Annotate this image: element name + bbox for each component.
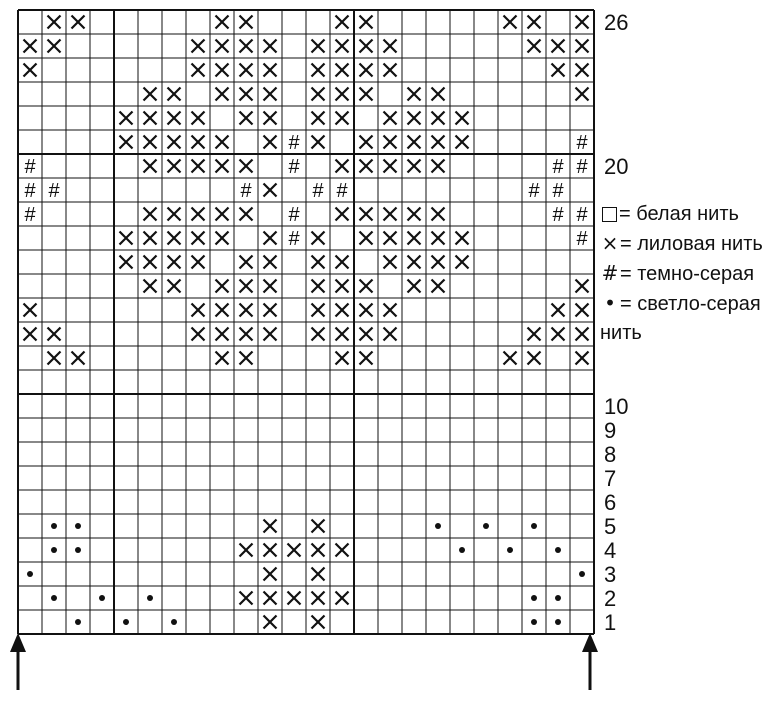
cross-mark [216, 136, 229, 149]
cross-mark [456, 136, 469, 149]
cross-mark [264, 304, 277, 317]
cross-mark [384, 160, 397, 173]
cross-mark [528, 328, 541, 341]
dot-mark [579, 571, 585, 577]
cross-mark [336, 544, 349, 557]
cross-mark [168, 208, 181, 221]
cross-mark [240, 64, 253, 77]
cross-mark [240, 256, 253, 269]
cross-mark [336, 64, 349, 77]
cross-mark [240, 544, 253, 557]
dot-mark [531, 595, 537, 601]
hash-mark: # [576, 156, 588, 178]
cross-mark [24, 64, 37, 77]
hash-mark: # [288, 132, 300, 154]
cross-mark [192, 40, 205, 53]
dot-mark [483, 523, 489, 529]
cross-mark [456, 256, 469, 269]
cross-mark [408, 280, 421, 293]
cross-mark [312, 256, 325, 269]
dot-mark [531, 619, 537, 625]
cross-mark [24, 328, 37, 341]
cross-mark [336, 112, 349, 125]
cross-mark [48, 352, 61, 365]
cross-mark [408, 88, 421, 101]
hash-mark: # [288, 204, 300, 226]
cross-mark [336, 304, 349, 317]
hash-mark: # [576, 132, 588, 154]
cross-mark [216, 304, 229, 317]
dot-mark [51, 547, 57, 553]
cross-mark [576, 328, 589, 341]
row-number-label: 8 [604, 442, 617, 467]
dot-mark [171, 619, 177, 625]
hash-mark: # [24, 180, 36, 202]
cross-mark [336, 256, 349, 269]
cross-mark [120, 136, 133, 149]
cross-mark [552, 328, 565, 341]
row-number-label: 3 [604, 562, 617, 587]
dot-mark [555, 595, 561, 601]
hash-icon: # [601, 261, 619, 285]
cross-mark [384, 256, 397, 269]
cross-mark [168, 88, 181, 101]
cross-mark [264, 184, 277, 197]
cross-mark [384, 304, 397, 317]
cross-mark [336, 280, 349, 293]
row-number-label: 4 [604, 538, 617, 563]
cross-mark [216, 232, 229, 245]
cross-mark [432, 136, 445, 149]
cross-mark [312, 136, 325, 149]
cross-mark [240, 208, 253, 221]
legend-item-white [600, 200, 763, 229]
cross-mark [384, 328, 397, 341]
cross-mark [384, 136, 397, 149]
cross-mark [576, 64, 589, 77]
cross-mark [360, 160, 373, 173]
legend-item-light-grey [600, 289, 763, 319]
legend-item-lilac [600, 229, 763, 259]
cross-mark [576, 352, 589, 365]
cross-mark [144, 232, 157, 245]
cross-mark [288, 592, 301, 605]
cross-mark [408, 256, 421, 269]
cross-mark [120, 112, 133, 125]
dot-mark [531, 523, 537, 529]
dot-mark [435, 523, 441, 529]
cross-mark [144, 208, 157, 221]
row-number-label: 26 [604, 10, 629, 35]
legend-item-dark-grey [600, 259, 763, 289]
cross-mark [216, 64, 229, 77]
cross-mark [264, 64, 277, 77]
cross-mark [72, 16, 85, 29]
legend [600, 200, 763, 348]
cross-mark [240, 88, 253, 101]
cross-mark [336, 16, 349, 29]
cross-mark [288, 544, 301, 557]
cross-mark [336, 160, 349, 173]
cross-mark [144, 256, 157, 269]
cross-mark [312, 304, 325, 317]
cross-mark [312, 112, 325, 125]
cross-mark [240, 592, 253, 605]
cross-mark [312, 544, 325, 557]
empty-square-icon [602, 207, 617, 222]
cross-mark [432, 256, 445, 269]
cross-mark [264, 232, 277, 245]
cross-mark [312, 64, 325, 77]
dot-mark [507, 547, 513, 553]
cross-mark [264, 40, 277, 53]
cross-mark [192, 304, 205, 317]
cross-mark [216, 328, 229, 341]
cross-mark [240, 304, 253, 317]
cross-mark [384, 64, 397, 77]
cross-mark [360, 208, 373, 221]
cross-mark [192, 136, 205, 149]
grid-lines [18, 10, 594, 634]
cross-mark [264, 592, 277, 605]
cross-mark [432, 232, 445, 245]
cross-mark [336, 88, 349, 101]
cross-mark [240, 160, 253, 173]
cross-mark [168, 280, 181, 293]
cross-mark [264, 616, 277, 629]
cross-mark [216, 352, 229, 365]
cross-mark [384, 112, 397, 125]
cross-mark [24, 40, 37, 53]
legend-text: = светло-серая [620, 293, 761, 315]
row-number-label: 10 [604, 394, 629, 419]
cross-mark [264, 280, 277, 293]
row-number-label: 2 [604, 586, 617, 611]
dot-mark [75, 547, 81, 553]
cross-mark [504, 352, 517, 365]
dot-mark [51, 523, 57, 529]
cross-mark [216, 40, 229, 53]
cross-mark [336, 208, 349, 221]
hash-mark: # [288, 156, 300, 178]
cross-mark [192, 112, 205, 125]
hash-mark: # [576, 228, 588, 250]
left-arrow-icon [10, 633, 26, 690]
cross-mark [408, 232, 421, 245]
dot-mark [27, 571, 33, 577]
legend-text: = белая нить [619, 203, 739, 225]
cross-mark [192, 232, 205, 245]
cross-mark [360, 328, 373, 341]
cross-mark [360, 88, 373, 101]
cross-mark [144, 88, 157, 101]
cross-mark [408, 160, 421, 173]
cross-mark [168, 112, 181, 125]
hash-mark: # [240, 180, 252, 202]
cross-mark [312, 520, 325, 533]
dot-mark [555, 547, 561, 553]
cross-mark [552, 64, 565, 77]
cross-mark [360, 232, 373, 245]
dot-mark [75, 619, 81, 625]
cross-mark [240, 16, 253, 29]
hash-mark: # [24, 204, 36, 226]
cross-mark [240, 40, 253, 53]
cross-mark [408, 112, 421, 125]
legend-text: = темно-серая [620, 263, 755, 285]
cross-mark [264, 568, 277, 581]
cross-mark [144, 136, 157, 149]
dot-mark [99, 595, 105, 601]
cross-mark [528, 16, 541, 29]
cross-mark [312, 232, 325, 245]
row-number-label: 1 [604, 610, 617, 635]
cross-mark [432, 112, 445, 125]
cross-mark [192, 328, 205, 341]
cross-mark [264, 88, 277, 101]
cross-mark [576, 40, 589, 53]
dot-mark [123, 619, 129, 625]
cross-mark [168, 232, 181, 245]
cross-mark [432, 160, 445, 173]
cross-mark [144, 112, 157, 125]
cross-mark [336, 40, 349, 53]
cross-mark [360, 304, 373, 317]
cross-mark [528, 40, 541, 53]
cross-mark [144, 280, 157, 293]
cross-mark [552, 304, 565, 317]
cross-mark [360, 40, 373, 53]
cross-mark [240, 352, 253, 365]
cross-mark [360, 280, 373, 293]
right-arrow-icon [582, 633, 598, 690]
cross-mark [576, 304, 589, 317]
cross-mark [312, 88, 325, 101]
legend-continuation: нить [600, 322, 642, 344]
cross-mark [216, 160, 229, 173]
cross-mark [216, 88, 229, 101]
cross-mark [432, 208, 445, 221]
dot-mark [459, 547, 465, 553]
direction-arrows [10, 633, 598, 690]
cross-mark [264, 136, 277, 149]
cross-mark [336, 352, 349, 365]
cross-mark [312, 568, 325, 581]
cross-mark [576, 16, 589, 29]
cross-mark [216, 208, 229, 221]
cross-mark [192, 208, 205, 221]
cross-mark [144, 160, 157, 173]
cross-mark [264, 520, 277, 533]
cross-mark [264, 328, 277, 341]
cross-mark [192, 160, 205, 173]
cross-icon: × [601, 231, 619, 255]
cross-mark [24, 304, 37, 317]
cross-mark [552, 40, 565, 53]
cross-mark [312, 328, 325, 341]
cross-mark [384, 40, 397, 53]
cross-mark [408, 136, 421, 149]
hash-mark: # [288, 228, 300, 250]
row-number-label: 7 [604, 466, 617, 491]
cross-mark [360, 352, 373, 365]
hash-mark: # [336, 180, 348, 202]
cross-mark [120, 256, 133, 269]
cross-mark [312, 592, 325, 605]
cross-mark [504, 16, 517, 29]
cross-mark [456, 112, 469, 125]
dot-mark [555, 619, 561, 625]
cross-mark [384, 232, 397, 245]
cross-mark [216, 280, 229, 293]
dot-mark [147, 595, 153, 601]
cross-mark [264, 112, 277, 125]
row-number-label: 5 [604, 514, 617, 539]
dot-icon: • [604, 291, 616, 315]
cross-mark [192, 256, 205, 269]
cross-mark [264, 256, 277, 269]
cross-mark [240, 280, 253, 293]
cross-mark [360, 64, 373, 77]
cross-mark [456, 232, 469, 245]
cross-mark [240, 112, 253, 125]
legend-text: = лиловая нить [620, 233, 763, 255]
cross-mark [360, 136, 373, 149]
cross-mark [240, 328, 253, 341]
cross-mark [48, 328, 61, 341]
dot-mark [75, 523, 81, 529]
hash-mark: # [576, 204, 588, 226]
cross-mark [576, 88, 589, 101]
hash-mark: # [552, 156, 564, 178]
cross-mark [168, 136, 181, 149]
cross-mark [408, 208, 421, 221]
hash-mark: # [24, 156, 36, 178]
cross-mark [168, 256, 181, 269]
dot-mark [51, 595, 57, 601]
hash-mark: # [552, 180, 564, 202]
cross-mark [360, 16, 373, 29]
cross-mark [336, 592, 349, 605]
cross-mark [48, 16, 61, 29]
cross-mark [528, 352, 541, 365]
cross-mark [384, 208, 397, 221]
cross-mark [432, 88, 445, 101]
cross-mark [72, 352, 85, 365]
cross-mark [168, 160, 181, 173]
cross-mark [336, 328, 349, 341]
hash-mark: # [312, 180, 324, 202]
hash-mark: # [528, 180, 540, 202]
cross-mark [576, 280, 589, 293]
cross-mark [312, 616, 325, 629]
cross-mark [192, 64, 205, 77]
cross-mark [264, 544, 277, 557]
row-number-label: 9 [604, 418, 617, 443]
cross-mark [48, 40, 61, 53]
cross-mark [432, 280, 445, 293]
cross-mark [312, 280, 325, 293]
row-number-label: 20 [604, 154, 629, 179]
row-number-label: 6 [604, 490, 617, 515]
cross-mark [120, 232, 133, 245]
hash-mark: # [48, 180, 60, 202]
cross-mark [312, 40, 325, 53]
hash-mark: # [552, 204, 564, 226]
cross-mark [216, 16, 229, 29]
